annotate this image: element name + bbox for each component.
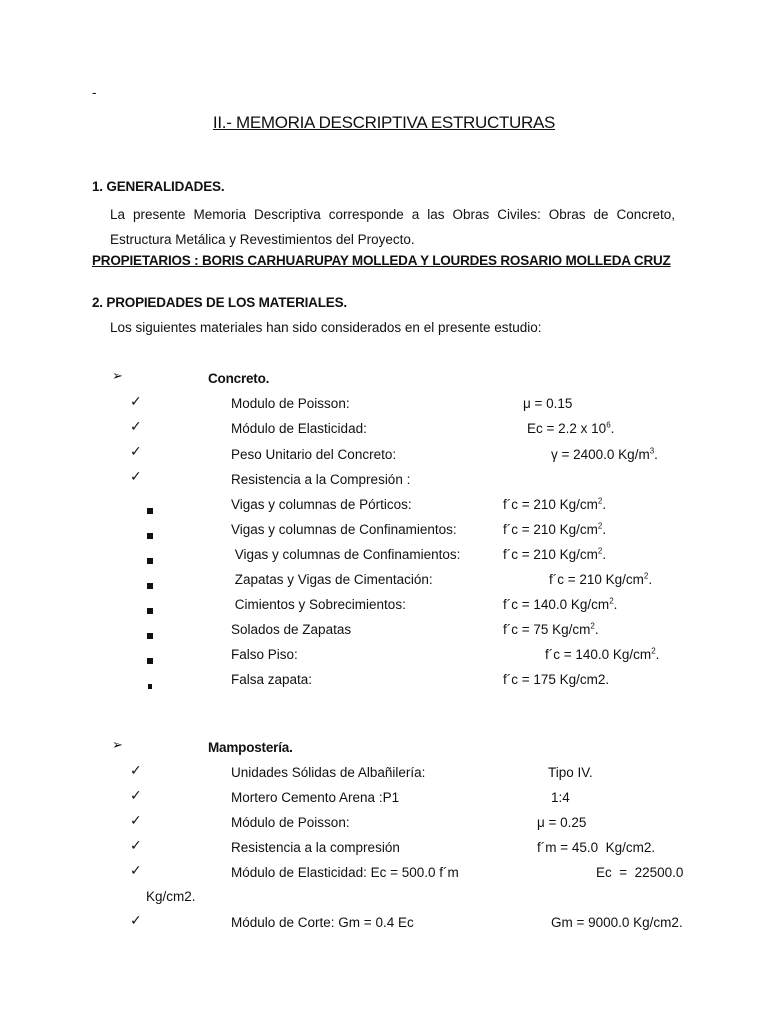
checkmark-icon: ✓	[130, 837, 142, 853]
resistencia-label: Cimientos y Sobrecimientos:	[231, 597, 406, 612]
mamposteria-prop-label: Resistencia a la compresión	[231, 840, 400, 855]
square-bullet-icon	[147, 576, 153, 594]
concreto-prop-label: Peso Unitario del Concreto:	[231, 447, 397, 462]
mamposteria-prop-label: Módulo de Corte: Gm = 0.4 Ec	[231, 915, 414, 930]
resistencia-value: f´c = 210 $Kg/cm^2$.	[503, 546, 607, 562]
concreto-label: Concreto.	[208, 371, 270, 386]
concreto-prop-value: Ec = 2.2 x $10^6$.	[527, 420, 615, 436]
checkmark-icon: ✓	[130, 393, 142, 409]
section-2-heading: 2. PROPIEDADES DE LOS MATERIALES.	[92, 295, 347, 310]
square-bullet-icon	[147, 626, 153, 644]
mamposteria-prop-label: Módulo de Poisson:	[231, 815, 350, 830]
mamposteria-prop-label: Unidades Sólidas de Albañilería:	[231, 765, 426, 780]
mamposteria-label: Mampostería.	[208, 740, 293, 755]
mamposteria-prop-value: Ec = 22500.0	[596, 865, 684, 880]
concreto-prop-value: γ = 2400.0 $Kg/m^3$.	[551, 446, 658, 462]
resistencia-label: Falso Piso:	[231, 647, 298, 662]
resistencia-label: Vigas y columnas de Pórticos:	[231, 497, 412, 512]
checkmark-icon: ✓	[130, 443, 142, 459]
checkmark-icon: ✓	[130, 912, 142, 928]
mamposteria-prop-value: Tipo IV.	[548, 765, 593, 780]
square-bullet-icon	[148, 676, 152, 694]
checkmark-icon: ✓	[130, 812, 142, 828]
section-1-heading: 1. GENERALIDADES.	[92, 179, 225, 194]
resistencia-value: f´c = 140.0 $Kg/cm^2$.	[545, 646, 660, 662]
arrow-bullet-icon: ➢	[112, 368, 123, 383]
resistencia-value: f´c = 75 $Kg/cm^2$.	[503, 621, 599, 637]
mamposteria-prop-value-continued: Kg/cm2.	[146, 889, 196, 904]
resistencia-label: Falsa zapata:	[231, 672, 313, 687]
square-bullet-icon	[147, 501, 153, 519]
checkmark-icon: ✓	[130, 418, 142, 434]
resistencia-label: Vigas y columnas de Confinamientos:	[231, 547, 461, 562]
checkmark-icon: ✓	[130, 787, 142, 803]
concreto-prop-label: Resistencia a la Compresión :	[231, 472, 411, 487]
concreto-prop-value: μ = 0.15	[523, 396, 573, 411]
square-bullet-icon	[147, 551, 153, 569]
resistencia-value: f´c = 210 $Kg/cm^2$.	[503, 521, 607, 537]
arrow-bullet-icon: ➢	[112, 737, 123, 752]
square-bullet-icon	[147, 651, 153, 669]
square-bullet-icon	[147, 526, 153, 544]
checkmark-icon: ✓	[130, 862, 142, 878]
resistencia-label: Vigas y columnas de Confinamientos:	[231, 522, 457, 537]
resistencia-value: f´c = 210 $Kg/cm^2$.	[549, 571, 653, 587]
top-dash: -	[92, 85, 97, 100]
resistencia-value: f´c = 210 $Kg/cm^2$.	[503, 496, 607, 512]
mamposteria-prop-label: Módulo de Elasticidad: Ec = 500.0 f´m	[231, 865, 459, 880]
resistencia-label: Zapatas y Vigas de Cimentación:	[231, 572, 433, 587]
section-1-paragraph: La presente Memoria Descriptiva corresponde a las Obras Civiles: Obras de Concreto, Estructura Metálica y Revestimientos del Proyecto.	[110, 207, 675, 247]
checkmark-icon: ✓	[130, 468, 142, 484]
square-bullet-icon	[147, 601, 153, 619]
document-title: II.- MEMORIA DESCRIPTIVA ESTRUCTURAS	[212, 113, 556, 132]
mamposteria-prop-value: f´m = 45.0 Kg/cm2.	[537, 840, 656, 855]
concreto-prop-label: Módulo de Elasticidad:	[231, 421, 367, 436]
section-2-intro: Los siguientes materiales han sido considerados en el presente estudio:	[110, 320, 542, 335]
resistencia-label: Solados de Zapatas	[231, 622, 352, 637]
resistencia-value: f´c = 175 Kg/cm2.	[503, 672, 610, 687]
mamposteria-prop-value: Gm = 9000.0 Kg/cm2.	[551, 915, 683, 930]
owners-line: PROPIETARIOS : BORIS CARHUARUPAY MOLLEDA Y LOURDES ROSARIO MOLLEDA CRUZ	[92, 253, 671, 268]
resistencia-value: f´c = 140.0 $Kg/cm^2$.	[503, 596, 618, 612]
mamposteria-prop-value: μ = 0.25	[537, 815, 587, 830]
mamposteria-prop-value: 1:4	[551, 790, 570, 805]
checkmark-icon: ✓	[130, 762, 142, 778]
concreto-prop-label: Modulo de Poisson:	[231, 396, 350, 411]
mamposteria-prop-label: Mortero Cemento Arena :P1	[231, 790, 400, 805]
